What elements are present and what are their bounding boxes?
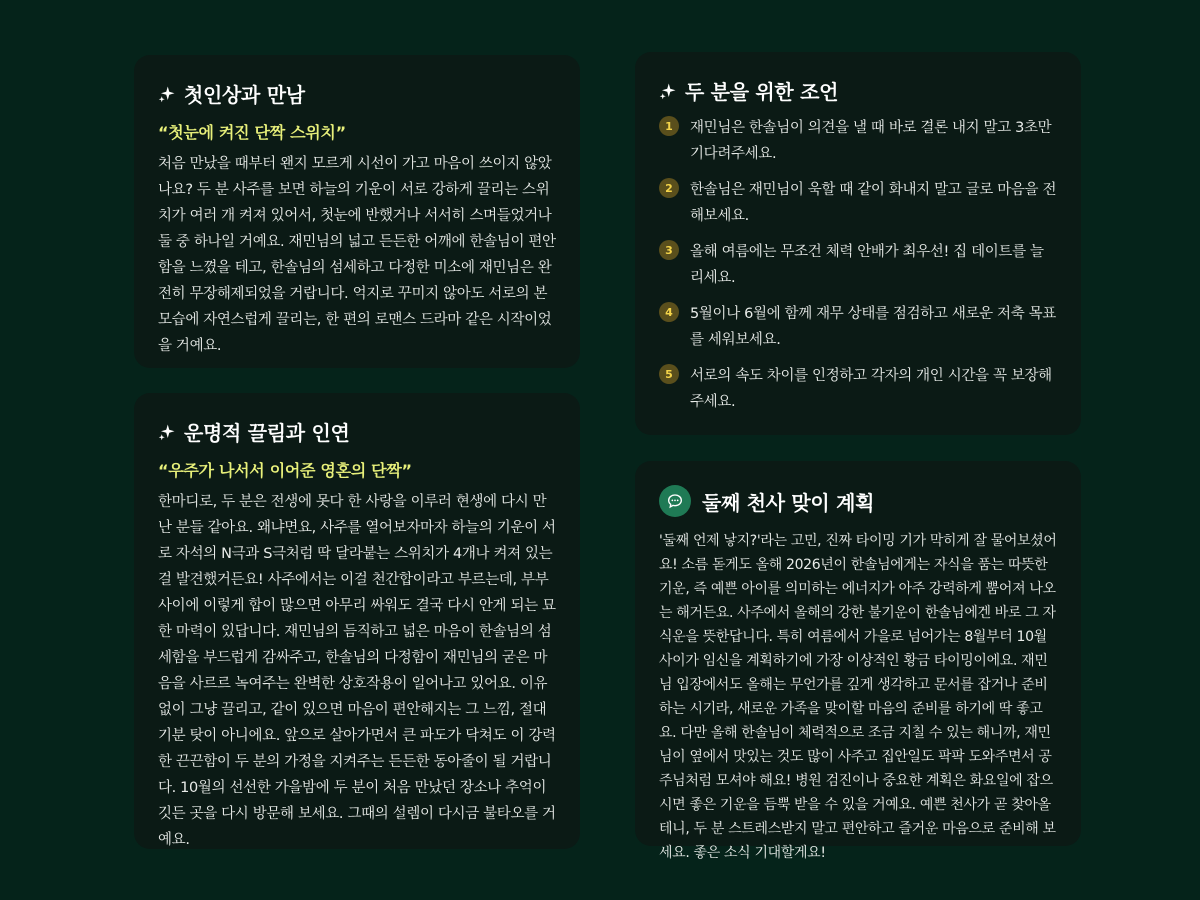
second-angel-title-text: 둘째 천사 맞이 계획: [702, 490, 875, 515]
destiny-title: [158, 417, 556, 446]
advice-list: [659, 115, 1057, 415]
advice-text: 5월이나 6월에 함께 재무 상태를 점검하고 새로운 저축 목표를 세워보세요.: [690, 306, 1056, 348]
destiny-body: 한마디로, 두 분은 전생에 못다 한 사랑을 이루러 현생에 다시 만난 분들 같아요. 왜냐면요, 사주를 열어보자마자 하늘의 기운이 서로 자석의 N극과 S극처럼 딱 달라붙는 스위치가 4개나 켜져 있는 걸 발견했거든요! 사주에서는 이걸 천간합이라고 부르는데, 부부 사이에 이렇게 합이 많으면 아무리 싸워도 결국 다시 안게 되는 묘한 마력이 있답니다. 재민님의 듬직하고 넓은 마음이 한솔님의 섬세함을 부드럽게 감싸주고, 한솔님의 다정함이 재민님의 굳은 마음을 사르르 녹여주는 완벽한 상호작용이 일어나고 있어요. 이유 없이 그냥 끌리고, 같이 있으면 마음이 편안해지는 그 느낌, 절대 기분 탓이 아니에요. 앞으로 살아가면서 큰 파도가 닥쳐도 이 강력한 끈끈함이 두 분의 가정을 지켜주는 든든한 동아줄이 될 거랍니다. 10월의 선선한 가을밤에 두 분이 처음 만났던 장소나 추억이 깃든 곳을 다시 방문해 보세요. 그때의 설렘이 다시금 불타오를 거예요.: [158, 494, 556, 848]
sparkle-icon: [158, 423, 176, 441]
advice-text: 서로의 속도 차이를 인정하고 각자의 개인 시간을 꼭 보장해주세요.: [690, 368, 1052, 410]
sparkle-icon: [158, 85, 176, 103]
advice-item: [659, 239, 1057, 291]
first-impression-title-text: 첫인상과 만남: [184, 83, 305, 107]
second-angel-title: [659, 485, 1057, 517]
advice-text: 한솔님은 재민님이 욱할 때 같이 화내지 말고 글로 마음을 전해보세요.: [690, 182, 1057, 224]
advice-text: 올해 여름에는 무조건 체력 안배가 최우선! 집 데이트를 늘리세요.: [690, 244, 1044, 286]
advice-title: [659, 76, 1057, 105]
destiny-card: [134, 393, 580, 849]
sparkle-icon: [659, 82, 677, 100]
advice-item: [659, 177, 1057, 229]
number-badge: 2: [659, 178, 679, 198]
advice-item: [659, 363, 1057, 415]
second-angel-body: '둘째 언제 낳지?'라는 고민, 진짜 타이밍 기가 막히게 잘 물어보셨어요! 소름 돋게도 올해 2026년이 한솔님에게는 자식을 품는 따뜻한 기운, 즉 예쁜 아이를 의미하는 에너지가 아주 강력하게 뿜어져 나오는 해거든요. 사주에서 올해의 강한 불기운이 한솔님에겐 바로 그 자식운을 뜻한답니다. 특히 여름에서 가을로 넘어가는 8월부터 10월 사이가 임신을 계획하기에 가장 이상적인 황금 타이밍이에요. 재민님 입장에서도 올해는 무언가를 깊게 생각하고 문서를 잡거나 준비하는 시기라, 새로운 가족을 맞이할 마음의 준비를 하기에 딱 좋고요. 다만 올해 한솔님이 체력적으로 조금 지칠 수 있는 해니까, 재민님이 옆에서 맛있는 것도 많이 사주고 집안일도 팍팍 도와주면서 공주님처럼 모셔야 해요! 병원 검진이나 중요한 계획은 화요일에 잡으시면 좋은 기운을 듬뿍 받을 수 있을 거예요. 예쁜 천사가 곧 찾아올 테니, 두 분 스트레스받지 말고 편안하고 즐거운 마음으로 준비해 보세요. 좋은 소식 기대할게요!: [659, 533, 1057, 861]
advice-text: 재민님은 한솔님이 의견을 낼 때 바로 결론 내지 말고 3초만 기다려주세요.: [690, 120, 1052, 162]
first-impression-title: [158, 79, 556, 108]
second-angel-card: [635, 461, 1081, 861]
first-impression-quote: “첫눈에 켜진 단짝 스위치”: [158, 123, 346, 142]
advice-card: [635, 52, 1081, 435]
number-badge: 1: [659, 116, 679, 136]
number-badge: 4: [659, 302, 679, 322]
advice-item: [659, 115, 1057, 167]
first-impression-body: 처음 만났을 때부터 왠지 모르게 시선이 가고 마음이 쓰이지 않았나요? 두 분 사주를 보면 하늘의 기운이 서로 강하게 끌리는 스위치가 여러 개 켜져 있어서, 첫눈에 반했거나 서서히 스며들었거나 둘 중 하나일 거예요. 재민님의 넓고 든든한 어깨에 한솔님이 편안함을 느꼈을 테고, 한솔님의 섬세하고 다정한 미소에 재민님은 완전히 무장해제되었을 거랍니다. 억지로 꾸미지 않아도 서로의 본모습에 자연스럽게 끌리는, 한 편의 로맨스 드라마 같은 시작이었을 거예요.: [158, 156, 556, 354]
first-impression-card: [134, 55, 580, 368]
destiny-title-text: 운명적 끌림과 인연: [184, 421, 350, 445]
chat-bubble-icon: [659, 485, 691, 517]
number-badge: 3: [659, 240, 679, 260]
advice-title-text: 두 분을 위한 조언: [685, 80, 839, 104]
advice-item: [659, 301, 1057, 353]
destiny-quote: “우주가 나서서 이어준 영혼의 단짝”: [158, 461, 412, 480]
number-badge: 5: [659, 364, 679, 384]
